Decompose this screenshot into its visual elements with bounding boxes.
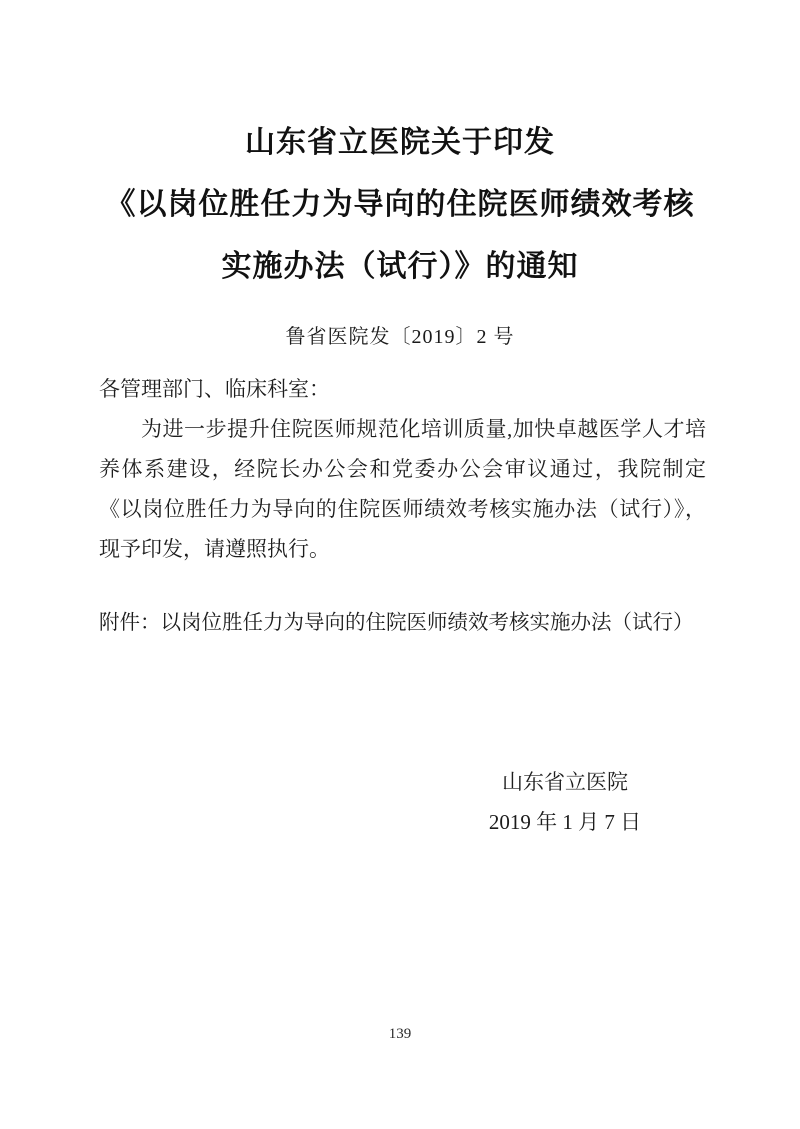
document-title-line-3: 实施办法（试行）》的通知 [221, 250, 579, 283]
signature-date: 2019 年 1 月 7 日 [488, 810, 642, 834]
page-number: 139 [388, 1026, 412, 1042]
document-body [99, 369, 706, 569]
document-number: 鲁省医院发〔2019〕2 号 [285, 326, 515, 348]
document-title-line-1: 山东省立医院关于印发 [245, 126, 555, 159]
body-paragraph: 为进一步提升住院医师规范化培训质量,加快卓越医学人才培养体系建设，经院长办公会和党委办公会审议通过，我院制定《以岗位胜任力为导向的住院医师绩效考核实施办法（试行）》，现予印发，请遵照执行。 [99, 417, 706, 561]
document-title-line-2: 《以岗位胜任力为导向的住院医师绩效考核 [105, 188, 695, 221]
signature-organization: 山东省立医院 [502, 770, 628, 794]
document-title [0, 112, 800, 298]
signature-block [420, 762, 710, 842]
salutation-line: 各管理部门、临床科室： [99, 377, 330, 401]
attachment-line: 附件：以岗位胜任力为导向的住院医师绩效考核实施办法（试行） [99, 612, 694, 634]
